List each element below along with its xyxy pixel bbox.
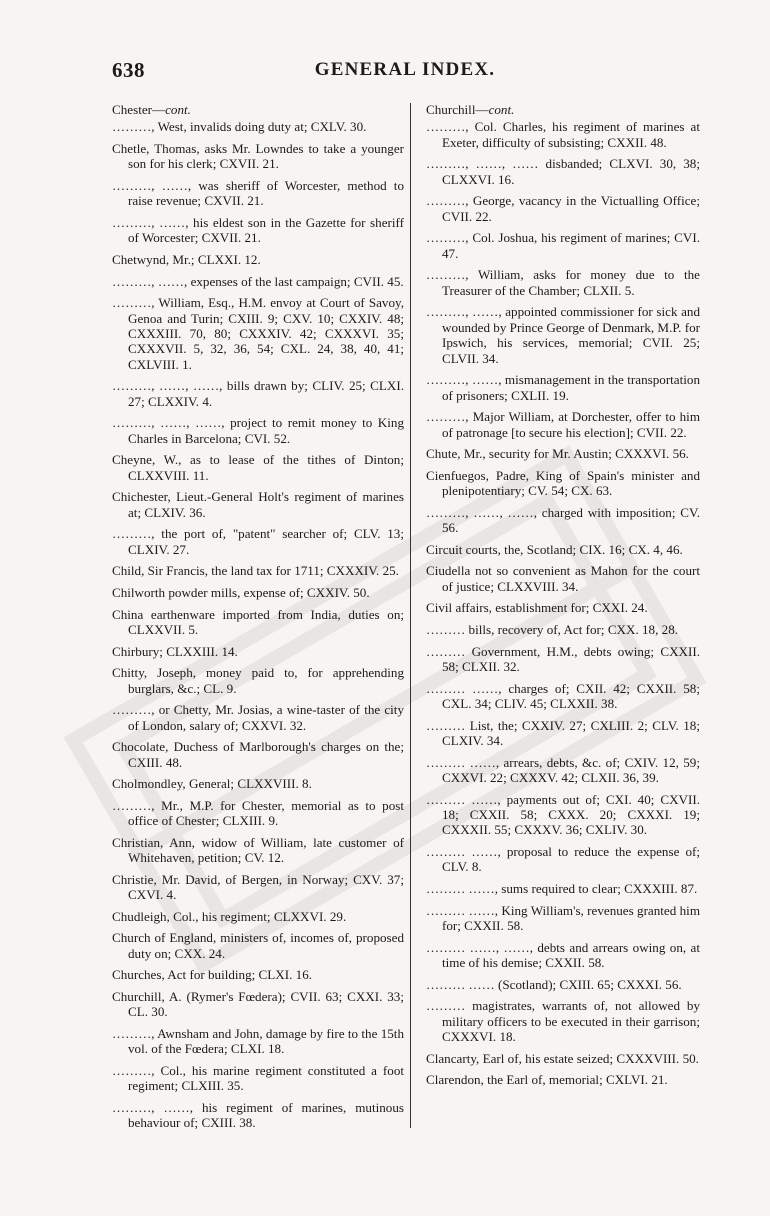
heading-cont: cont. xyxy=(165,102,191,117)
continued-heading: Chester—cont. xyxy=(112,102,191,117)
index-entry: ………, William, asks for money due to the Treasurer of the Chamber; CLXII. 5. xyxy=(426,267,700,298)
index-entry: Chute, Mr., security for Mr. Austin; CXXXVI. 56. xyxy=(426,446,689,462)
index-entry: ………, ……, ……, project to remit money to King Charles in Barcelona; CVI. 52. xyxy=(112,415,404,446)
index-entry: Circuit courts, the, Scotland; CIX. 16; CX. 4, 46. xyxy=(426,541,683,557)
index-entry: ……… ……, ……, debts and arrears owing on, at time of his demise; CXXII. 58. xyxy=(426,939,700,970)
index-entry: ……… ……, sums required to clear; CXXXIII. 87. xyxy=(426,881,698,896)
index-entry: Chetwynd, Mr.; CLXXI. 12. xyxy=(112,252,261,267)
index-entry: Chitty, Joseph, money paid to, for apprehending burglars, &c.; CL. 9. xyxy=(112,665,404,696)
index-entry: ……… ……, arrears, debts, &c. of; CXIV. 12, 59; CXXVI. 22; CXXXV. 42; CLXII. 36, 39. xyxy=(426,754,700,785)
index-entry: ………, ……, was sheriff of Worcester, method to raise revenue; CXVII. 21. xyxy=(112,178,404,209)
index-entry: Clancarty, Earl of, his estate seized; CXXXVIII. 50. xyxy=(426,1050,699,1066)
index-entry: Chocolate, Duchess of Marlborough's charges on the; CXIII. 48. xyxy=(112,739,404,770)
index-entry: Child, Sir Francis, the land tax for 1711; CXXXIV. 25. xyxy=(112,563,399,579)
index-entry: ………, Mr., M.P. for Chester, memorial as to post office of Chester; CLXIII. 9. xyxy=(112,797,404,829)
index-column-right xyxy=(426,102,700,1094)
index-entry: ………, ……, ……, bills drawn by; CLIV. 25; CLXI. 27; CLXXIV. 4. xyxy=(112,378,404,409)
index-entry: ………, Col. Charles, his regiment of marines at Exeter, difficulty of subsisting; CXXII. 48. xyxy=(426,119,700,150)
continued-heading: Churchill—cont. xyxy=(426,102,515,117)
index-entry: China earthenware imported from India, duties on; CLXXVII. 5. xyxy=(112,606,404,637)
index-entry: Cienfuegos, Padre, King of Spain's minister and plenipotentiary; CV. 54; CX. 63. xyxy=(426,467,700,499)
index-entry: ………, the port of, "patent" searcher of; CLV. 13; CLXIV. 27. xyxy=(112,526,404,557)
index-entry: Cholmondley, General; CLXXVIII. 8. xyxy=(112,776,312,792)
index-entry: ………, ……, ……, charged with imposition; CV. 56. xyxy=(426,504,700,536)
heading-name: Churchill xyxy=(426,102,476,117)
heading-cont: cont. xyxy=(488,102,515,117)
heading-name: Chester xyxy=(112,102,152,117)
index-entry: ……… magistrates, warrants of, not allowed by military officers to be executed in their garrison; CXXXVI. 18. xyxy=(426,998,700,1044)
index-entry: ………, Col. Joshua, his regiment of marines; CVI. 47. xyxy=(426,230,700,261)
index-entry: Church of England, ministers of, incomes of, proposed duty on; CXX. 24. xyxy=(112,930,404,961)
index-entry: Chichester, Lieut.-General Holt's regiment of marines at; CLXIV. 36. xyxy=(112,489,404,520)
index-entry: Churchill, A. (Rymer's Fœdera); CVII. 63; CXXI. 33; CL. 30. xyxy=(112,988,404,1020)
index-entry: ……… ……, King William's, revenues granted him for; CXXII. 58. xyxy=(426,902,700,933)
index-entry: ……… List, the; CXXIV. 27; CXLIII. 2; CLV. 18; CLXIV. 34. xyxy=(426,717,700,748)
page-title: GENERAL INDEX. xyxy=(314,59,496,80)
index-entry: Chirbury; CLXXIII. 14. xyxy=(112,643,238,659)
index-entry: ………, or Chetty, Mr. Josias, a wine-taster of the city of London, salary of; CXXVI. 32. xyxy=(112,702,404,733)
entries-list xyxy=(426,119,700,1087)
index-entry: ………, ……, mismanagement in the transportation of prisoners; CXLII. 19. xyxy=(426,372,700,403)
index-entry: ………, ……, his eldest son in the Gazette for sheriff of Worcester; CXVII. 21. xyxy=(112,215,404,246)
index-entry: Civil affairs, establishment for; CXXI. 24. xyxy=(426,600,648,616)
index-entry: ……… …… (Scotland); CXIII. 65; CXXXI. 56. xyxy=(426,976,682,992)
index-entry: ………, ……, appointed commissioner for sick and wounded by Prince George of Denmark, M.P. for Ipswich, his services, memorial; CVII. 25; CLVII. 34. xyxy=(426,304,700,366)
index-entry: ……… bills, recovery of, Act for; CXX. 18, 28. xyxy=(426,622,679,637)
entries-list xyxy=(112,119,404,1130)
index-entry: ………, ……, …… disbanded; CLXVI. 30, 38; CLXXVI. 16. xyxy=(426,156,700,187)
index-entry: ………, Col., his marine regiment constituted a foot regiment; CLXIII. 35. xyxy=(112,1062,404,1094)
index-entry: Chilworth powder mills, expense of; CXXIV. 50. xyxy=(112,585,370,600)
index-entry: ………, Awnsham and John, damage by fire to the 15th vol. of the Fœdera; CLXI. 18. xyxy=(112,1025,404,1057)
index-entry: ………, George, vacancy in the Victualling Office; CVII. 22. xyxy=(426,193,700,224)
index-entry: ……… ……, charges of; CXII. 42; CXXII. 58; CXL. 34; CLIV. 45; CLXXII. 38. xyxy=(426,680,700,711)
page-number: 638 xyxy=(112,58,145,82)
index-entry: ……… ……, payments out of; CXI. 40; CXVII. 18; CXXII. 58; CXXX. 20; CXXXI. 19; CXXXII. 55; CXXXV. 36; CXLIV. 30. xyxy=(426,791,700,838)
index-entry: Ciudella not so convenient as Mahon for the court of justice; CLXXVIII. 34. xyxy=(426,563,700,594)
index-entry: ………, ……, expenses of the last campaign; CVII. 45. xyxy=(112,273,404,289)
index-entry: Clarendon, the Earl of, memorial; CXLVI. 21. xyxy=(426,1072,668,1088)
index-entry: ………, ……, his regiment of marines, mutinous behaviour of; CXIII. 38. xyxy=(112,1099,404,1131)
index-entry: ………, Major William, at Dorchester, offer to him of patronage [to secure his election]; CVII. 22. xyxy=(426,409,700,440)
page-header xyxy=(112,58,698,84)
index-entry: Chetle, Thomas, asks Mr. Lowndes to take a younger son for his clerk; CXVII. 21. xyxy=(112,141,404,172)
column-divider xyxy=(410,103,411,1128)
index-entry: ………, West, invalids doing duty at; CXLV. 30. xyxy=(112,119,367,135)
index-entry: Chudleigh, Col., his regiment; CLXXVI. 29. xyxy=(112,908,347,924)
index-entry: Christie, Mr. David, of Bergen, in Norway; CXV. 37; CXVI. 4. xyxy=(112,871,404,903)
index-column-left xyxy=(112,102,404,1137)
index-entry: Christian, Ann, widow of William, late customer of Whitehaven, petition; CV. 12. xyxy=(112,834,404,866)
index-entry: ……… Government, H.M., debts owing; CXXII. 58; CLXII. 32. xyxy=(426,643,700,674)
index-entry: Churches, Act for building; CLXI. 16. xyxy=(112,967,313,983)
index-entry: Cheyne, W., as to lease of the tithes of Dinton; CLXXVIII. 11. xyxy=(112,452,404,483)
index-entry: ……… ……, proposal to reduce the expense of; CLV. 8. xyxy=(426,844,700,875)
index-entry: ………, William, Esq., H.M. envoy at Court of Savoy, Genoa and Turin; CXIII. 9; CXV. 10; CXXIV. 48; CXXXIII. 70, 80; CXXXIV. 42; CXXXVI. 35; CXXXVII. 5, 32, 36, 54; CXL. 24, 38, 40, 41; CXLVIII. 1. xyxy=(112,295,404,372)
